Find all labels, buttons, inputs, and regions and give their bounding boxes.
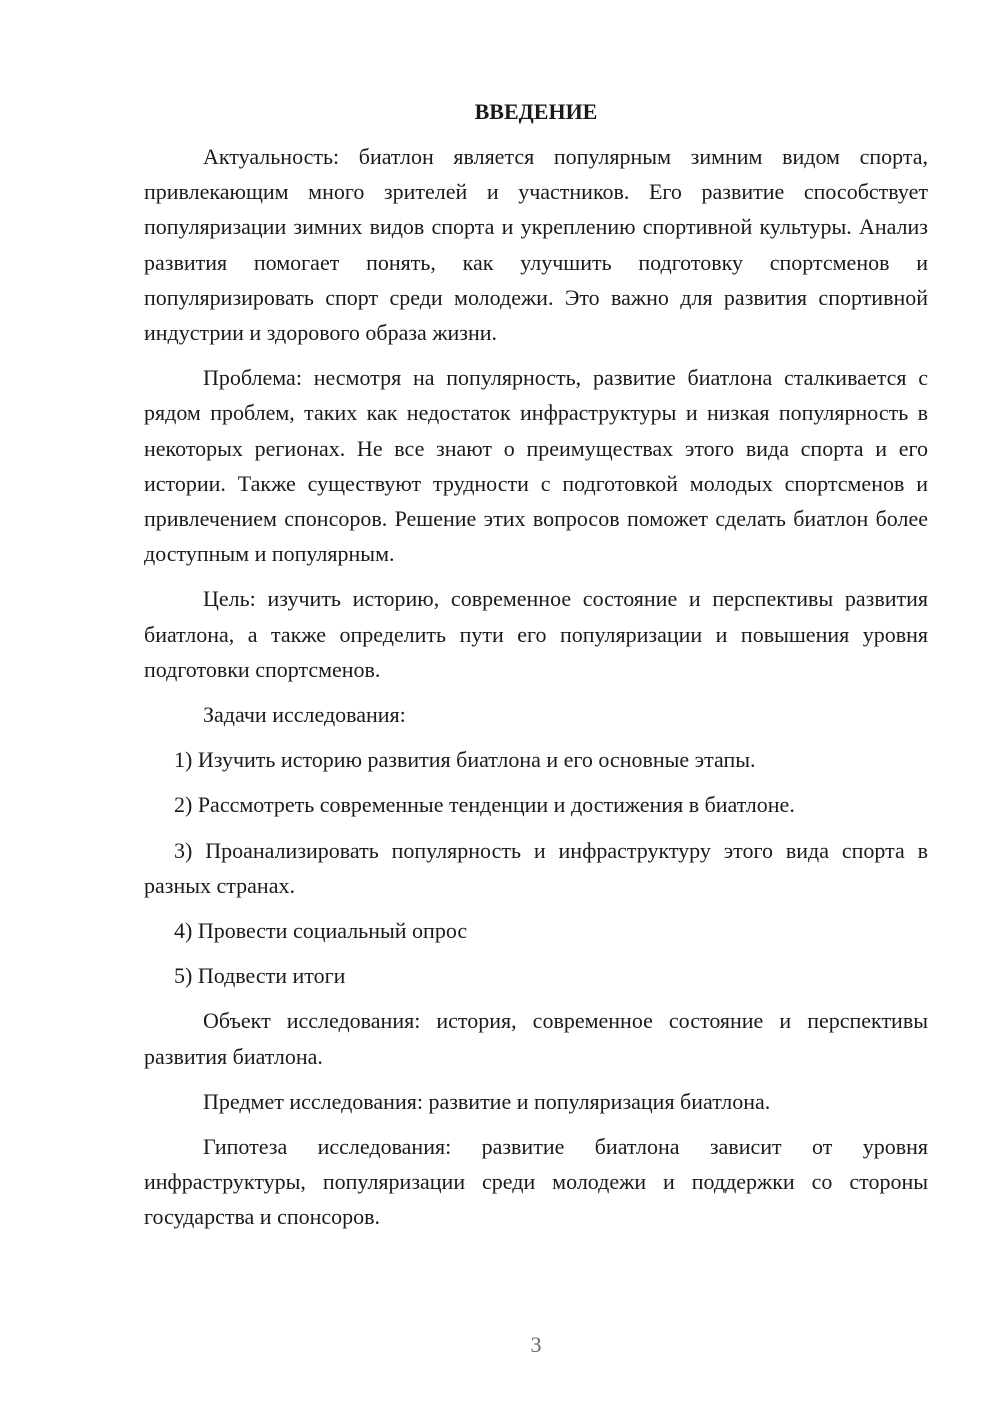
task-item-4: 4) Провести социальный опрос [174, 918, 468, 944]
task-item-5: 5) Подвести итоги [174, 963, 346, 989]
paragraph-problem: Проблема: несмотря на популярность, развитие биатлона сталкивается с рядом проблем, таких как недостаток инфраструктуры и низкая популярность в некоторых регионах. Не все знают о преимуществах этого вида спорта и его истории. Также существуют трудности с подготовкой молодых спортсменов и привлечением спонсоров. Решение этих вопросов поможет сделать биатлон более доступным и популярным. [144, 365, 928, 567]
page-number: 3 [530, 1332, 542, 1357]
paragraph-tasks-intro: Задачи исследования: [203, 702, 406, 728]
page-content [144, 94, 928, 1245]
task-item-1: 1) Изучить историю развития биатлона и его основные этапы. [174, 747, 756, 773]
section-heading: ВВЕДЕНИЕ [474, 99, 598, 124]
task-item-2: 2) Рассмотреть современные тенденции и достижения в биатлоне. [174, 792, 795, 818]
task-item-3: 3) Проанализировать популярность и инфраструктуру этого вида спорта в разных странах. [144, 837, 928, 898]
paragraph-subject: Предмет исследования: развитие и популяризация биатлона. [203, 1088, 771, 1114]
paragraph-relevance: Актуальность: биатлон является популярным зимним видом спорта, привлекающим много зрителей и участников. Его развитие способствует популяризации зимних видов спорта и укреплению спортивной культуры. Анализ развития помогает понять, как улучшить подготовку спортсменов и популяризировать спорт среди молодежи. Это важно для развития спортивной индустрии и здорового образа жизни. [144, 144, 928, 346]
paragraph-object: Объект исследования: история, современное состояние и перспективы развития биатлона. [144, 1008, 928, 1069]
paragraph-goal: Цель: изучить историю, современное состояние и перспективы развития биатлона, а также определить пути его популяризации и повышения уровня подготовки спортсменов. [144, 586, 928, 682]
paragraph-hypothesis: Гипотеза исследования: развитие биатлона зависит от уровня инфраструктуры, популяризации среди молодежи и поддержки со стороны государства и спонсоров. [144, 1134, 928, 1230]
